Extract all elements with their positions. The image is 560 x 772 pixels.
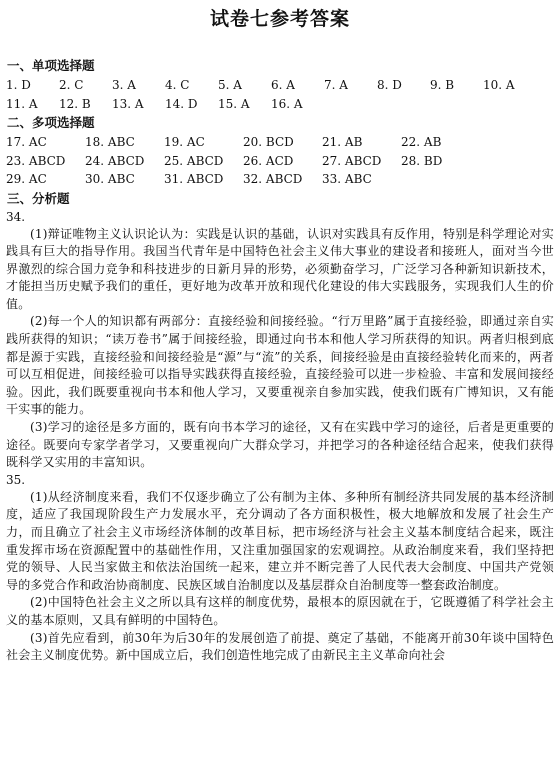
question-number: 5. (218, 78, 230, 92)
question-number: 6. (271, 78, 283, 92)
answer-letter: AC (186, 135, 205, 149)
answer-letter: ABCD (344, 153, 382, 168)
answer-item (322, 133, 401, 152)
question-number: 21. (322, 135, 342, 149)
answer-letter: ABCD (265, 172, 303, 186)
answer-item (243, 170, 322, 189)
answer-item (271, 76, 324, 95)
question-number: 32. (243, 172, 263, 186)
section-analysis: 三、分析题 (7, 190, 70, 206)
answer-item (165, 76, 218, 95)
question-number: 16. (271, 96, 291, 111)
answer-letter: AC (28, 135, 47, 149)
answer-item (243, 133, 322, 152)
answer-item (271, 95, 324, 114)
answer-row (6, 76, 554, 95)
answer-item (322, 170, 401, 189)
answer-letter: A (286, 78, 295, 92)
answer-letter: C (180, 78, 190, 92)
question-number: 2. (59, 78, 71, 92)
question-number: 17. (6, 135, 26, 149)
answer-letter: B (81, 96, 91, 111)
answer-item (483, 76, 536, 95)
answer-letter: ABC (107, 135, 135, 149)
answer-letter: ABC (107, 172, 135, 186)
answer-row (6, 133, 554, 152)
question-35-number: 35. (6, 472, 26, 487)
answer-item (322, 152, 401, 171)
answer-letter: AB (344, 135, 363, 149)
question-number: 30. (85, 172, 105, 186)
question-number: 18. (85, 135, 105, 149)
answer-letter: A (339, 78, 348, 92)
q35-paragraph: (3)首先应看到，前30年为后30年的发展创造了前提、奠定了基础，不能离开前30年谈中国特色社会主义制度优势。新中国成立后，我们创造性地完成了由新民主主义革命向社会 (6, 630, 554, 663)
answer-letter: C (74, 78, 84, 92)
answer-letter: A (505, 78, 515, 92)
answer-letter: A (233, 78, 242, 92)
answer-item (6, 95, 59, 114)
question-number: 10. (483, 78, 503, 92)
answer-item (85, 152, 164, 171)
answer-item (218, 95, 271, 114)
question-number: 25. (164, 153, 184, 168)
answer-letter: A (240, 96, 250, 111)
answer-item (59, 76, 112, 95)
single-choice-answers (6, 76, 554, 113)
question-number: 28. (401, 153, 421, 168)
question-number: 8. (377, 78, 389, 92)
answer-letter: ABCD (107, 153, 145, 168)
question-number: 7. (324, 78, 336, 92)
answer-letter: ABC (344, 172, 372, 186)
answer-item (164, 152, 243, 171)
question-number: 23. (6, 153, 26, 168)
question-number: 24. (85, 153, 105, 168)
section-single-choice: 一、单项选择题 (7, 58, 95, 73)
q34-paragraph: (1)辩证唯物主义认识论认为：实践是认识的基础，认识对实践具有反作用，特别是科学理论对实践具有巨大的指导作用。我国当代青年是中国特色社会主义伟大事业的建设者和接班人，面对当今世界激烈的综合国力竞争和科技进步的日新月异的形势，必须勤奋学习，广泛学习各种新知识新技术，才能担当历史赋予我们的重任，更好地为改革开放和现代化建设的伟大实践服务，实现我们人生的价值。 (6, 226, 554, 311)
answer-letter: D (21, 78, 31, 92)
answer-item (165, 95, 218, 114)
answer-item (377, 76, 430, 95)
question-number: 4. (165, 78, 177, 92)
answer-item (324, 76, 377, 95)
answer-item (6, 152, 85, 171)
answer-item (112, 76, 165, 95)
page-title: 试卷七参考答案 (209, 8, 350, 30)
answer-letter: BCD (265, 135, 294, 149)
question-number: 20. (243, 135, 263, 149)
question-number: 19. (164, 135, 184, 149)
question-number: 31. (164, 172, 184, 186)
multi-choice-answers (6, 133, 554, 189)
answer-item (59, 95, 112, 114)
answer-letter: D (392, 78, 402, 92)
answer-letter: AB (423, 135, 442, 149)
answer-item (6, 133, 85, 152)
answer-item (430, 76, 483, 95)
answer-letter: ABCD (186, 153, 224, 168)
q34-paragraph: (3)学习的途径是多方面的，既有向书本学习的途径，又有在实践中学习的途径，后者是更重要的途径。既要向专家学者学习，又要重视向广大群众学习，并把学习的各种途径结合起来，使我们获得既科学又实用的丰富知识。 (6, 420, 554, 470)
question-number: 11. (6, 96, 26, 111)
answer-item (401, 133, 480, 152)
q35-paragraph: (1)从经济制度来看，我们不仅逐步确立了公有制为主体、多种所有制经济共同发展的基本经济制度，适应了我国现阶段生产力发展水平，充分调动了各方面积极性，极大地解放和发展了社会生产力，而且确立了社会主义市场经济体制的改革目标，把市场经济与社会主义基本制度结合起来，既注重发挥市场在资源配置中的基础性作用，又注重加强国家的宏观调控。从政治制度来看，我们坚持把党的领导、人民当家做主和依法治国统一起来，建立并不断完善了人民代表大会制度、中国共产党领导的多党合作和政治协商制度、民族区域自治制度以及基层群众自治制度等一整套政治制度。 (6, 489, 554, 592)
answer-letter: ABCD (186, 172, 224, 186)
answer-item (85, 170, 164, 189)
question-number: 3. (112, 78, 124, 92)
answer-item (6, 76, 59, 95)
answer-item (218, 76, 271, 95)
question-number: 12. (59, 96, 79, 111)
question-number: 26. (243, 153, 263, 168)
section-multi-choice: 二、多项选择题 (7, 115, 95, 130)
question-number: 9. (430, 78, 442, 92)
answer-letter: A (293, 96, 303, 111)
answer-letter: ACD (265, 153, 294, 168)
question-number: 14. (165, 96, 185, 111)
question-number: 29. (6, 172, 26, 186)
answer-letter: A (127, 78, 136, 92)
answer-row (6, 152, 554, 171)
answer-item (164, 170, 243, 189)
answer-letter: A (134, 96, 144, 111)
answer-item (164, 133, 243, 152)
answer-item (243, 152, 322, 171)
question-number: 27. (322, 153, 342, 168)
q34-paragraph: (2)每一个人的知识都有两部分：直接经验和间接经验。“行万里路”属于直接经验，即通过亲自实践所获得的知识；“读万卷书”属于间接经验，即通过向书本和他人学习所获得的知识。两者归根到底都是源于实践，直接经验和间接经验是“源”与“流”的关系，间接经验是由直接经验转化而来的，两者可以互相促进，间接经验可以指导实践获得直接经验，直接经验可以进一步检验、丰富和发展间接经验。因此，我们既要重视向书本和他人学习，又要重视亲自参加实践，使我们既有广博知识，又有能干实事的能力。 (6, 314, 554, 417)
question-number: 22. (401, 135, 421, 149)
question-number: 33. (322, 172, 342, 186)
answer-item (6, 170, 85, 189)
question-number: 13. (112, 96, 132, 111)
answer-letter: ABCD (28, 153, 66, 168)
answer-item (85, 133, 164, 152)
answer-row (6, 95, 554, 114)
question-34-number: 34. (6, 209, 26, 224)
question-number: 1. (6, 78, 18, 92)
answer-letter: B (445, 78, 455, 92)
answer-item (401, 152, 480, 171)
answer-row (6, 170, 554, 189)
answer-letter: BD (423, 153, 443, 168)
answer-letter: A (28, 96, 38, 111)
answer-letter: D (187, 96, 198, 111)
answer-item (112, 95, 165, 114)
q35-paragraph: (2)中国特色社会主义之所以具有这样的制度优势，最根本的原因就在于，它既遵循了科学社会主义的基本原则，又具有鲜明的中国特色。 (6, 595, 554, 627)
answer-letter: AC (28, 172, 47, 186)
question-number: 15. (218, 96, 238, 111)
